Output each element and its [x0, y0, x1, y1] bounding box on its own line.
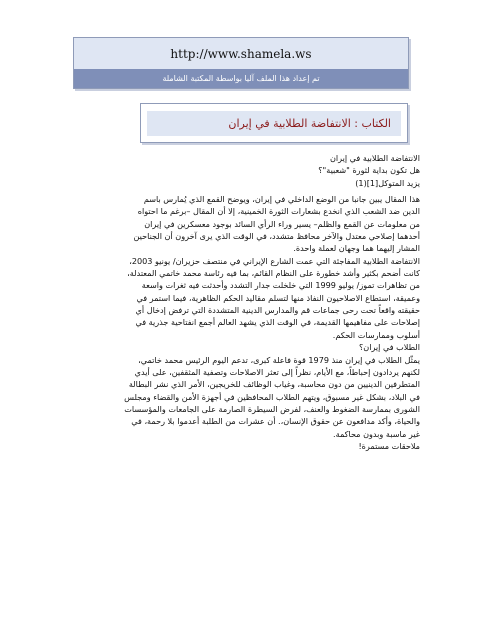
- author-text: يزيد المتوكل[1](1): [355, 177, 420, 188]
- text-line: الانتفاضة الطلابية المفاجئة التي عمت الشارع الإيراني في منتصف حزيران/ يونيو 2003،: [129, 255, 420, 266]
- text-line: أسلوب وممارسات الحكم.: [332, 329, 420, 340]
- text-line: إصلاحات على مفاهيمها القديمة، في الوقت الذي يشهد العالم أجمع انفتاحية جذرية في: [135, 317, 420, 328]
- text-line: لكنهم يردادون إحباطاً، مع الأيام، نظراً إلى تعثر الاصلاحات وتصفية المثقفين، على أيدي: [134, 366, 420, 377]
- book-title-box: [140, 103, 408, 143]
- text-line: الشورى بممارسة الضغوط والعنف، لفرض السيطرة الصارمة على الجامعات والمؤسسات: [124, 403, 420, 414]
- text-line: الدين ضد الشعب الذي انخدع بشعارات الثورة الخمينية، إلا أن المقال –برغم ما احتواه: [137, 206, 420, 217]
- article-body: [58, 152, 420, 452]
- text-line: حقيقته واقعاً تحت رحى جماعات قم والمدارس الدينية المتشددة التي ترفض إدخال أي: [135, 305, 420, 316]
- text-line: من تظاهرات تموز/ يوليو 1999 التي خلخلت جدار التشدد وأحدثت فيه ثغرات واسعة: [141, 280, 420, 291]
- article-subheading: هل تكون بداية لثورة "شعبية"؟: [318, 165, 420, 176]
- text-line: المتطرفين الدينيين من دون محاسبة، وغياب الوظائف للخريجين، الأمر الذي نشر البطالة: [128, 379, 420, 390]
- book-title-panel: [147, 111, 401, 136]
- text-line: في البلاد، بشكل غير مسبوق، ويتهم الطلاب المحافظين في أجهزة الأمن والقضاء ومجلس: [124, 391, 420, 402]
- text-line: أحدهما إصلاحي معتدل والآخر محافظ متشدد، في الوقت الذي يرى آخرون أن الجناحين: [133, 231, 420, 242]
- section-heading: الطلاب في إيران؟: [358, 342, 420, 353]
- text-line: غير ماسبة وبدون محاكمة.: [333, 428, 420, 439]
- text-line: يمثّل الطلاب في إيران منذ 1979 قوة فاعلة كبرى، تدعم اليوم الرئيس محمد خاتمي،: [138, 354, 420, 365]
- text-line: من معلومات عن القمع والظلم– يسير وراء الرأي السائد بوجود معسكرين في إيران: [144, 218, 420, 229]
- text-line: وعميقة، استطاع الاصلاحيون النفاذ منها لتسلم مقاليد الحكم الظاهرية، فيما استمر في: [136, 292, 420, 303]
- text-line: هذا المقال يبين جانبا من الوضع الداخلي في إيران، ويوضح القمع الذي يُمارس باسم: [143, 194, 420, 205]
- article-heading: الانتفاضة الطلابية في إيران: [329, 153, 420, 163]
- book-title: الكتاب : الانتفاضة الطلابية في إيران: [228, 117, 391, 130]
- section-heading: ملاحقات مستمرة!: [358, 440, 420, 451]
- banner-note: تم إعداد هذا الملف آليا بواسطة المكتبة الشاملة: [74, 69, 408, 88]
- text-line: والحياة، وأكد مدافعون عن حقوق الإنسان،. أن عشرات من الطلبة أعدموا بلا رحمة، في: [131, 416, 420, 427]
- article-author: [58, 177, 420, 189]
- text-line: كانت أضحم بكثير وأشد خطورة على النظام القائم، بما فيه رئاسة محمد خاتمي المعتدلة،: [127, 268, 420, 279]
- banner-url[interactable]: http://www.shamela.ws: [74, 38, 408, 69]
- text-line: المشار إليهما هما وجهان لعملة واحدة.: [293, 243, 420, 254]
- shamela-banner: [73, 37, 409, 89]
